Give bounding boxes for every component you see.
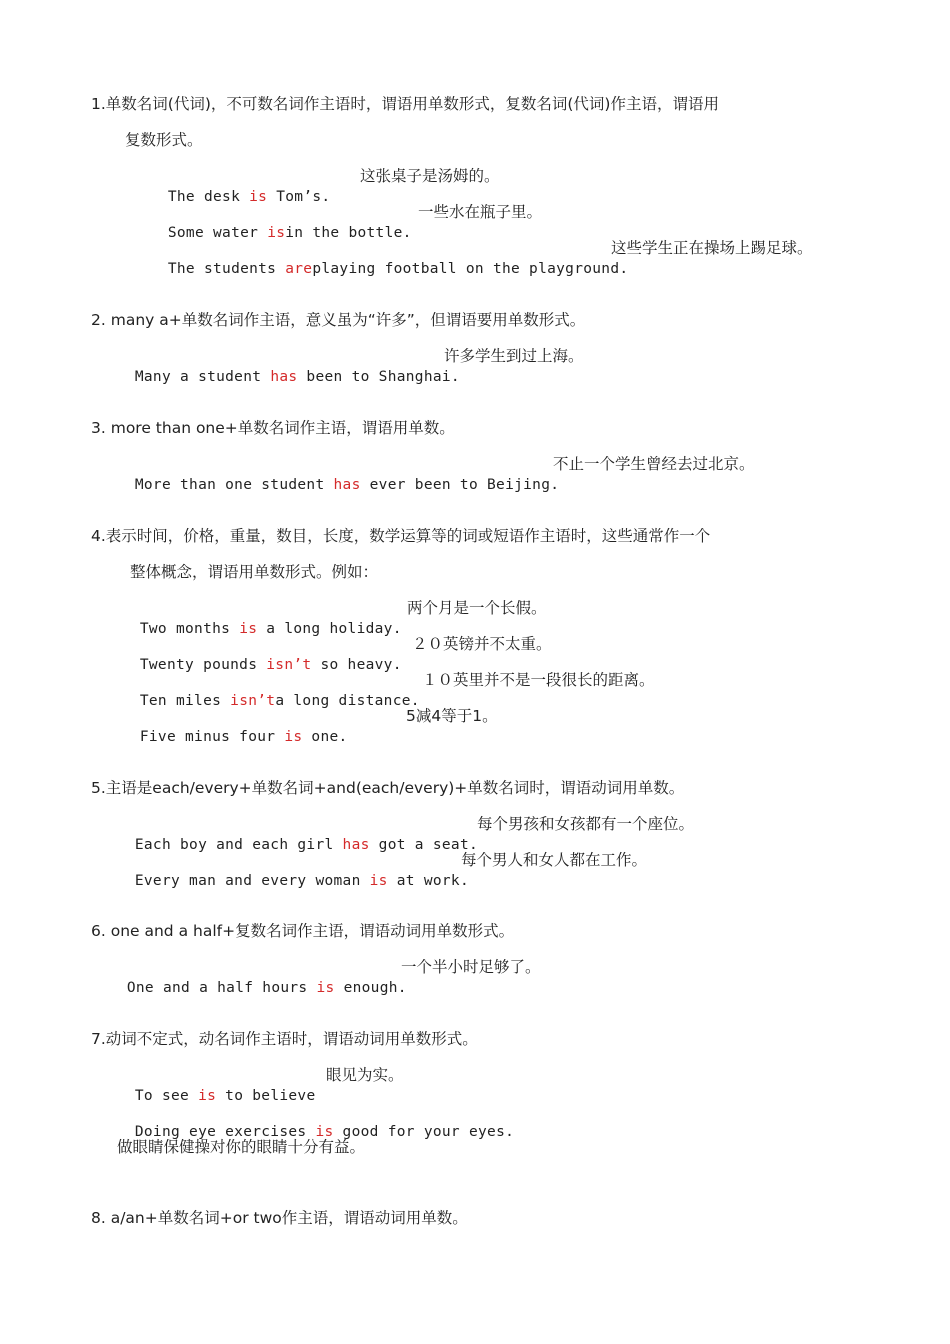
example-translation: １０英里并不是一段很长的距离。 <box>422 671 655 689</box>
example-verb: is <box>198 1088 217 1104</box>
example-post: a long distance. <box>275 693 420 709</box>
example-pre: More than one student <box>134 477 334 493</box>
example-sentence <box>125 850 469 891</box>
example-verb: are <box>285 261 313 277</box>
example-post: in the bottle. <box>285 225 412 241</box>
example-pre: Each boy and each girl <box>134 837 343 853</box>
example-verb: is <box>369 873 388 889</box>
section-7-heading: 7.动词不定式，动名词作主语时，谓语动词用单数形式。 <box>91 1030 478 1048</box>
example-verb: is <box>315 1124 334 1140</box>
example-sentence <box>130 706 348 747</box>
example-sentence <box>158 238 628 279</box>
example-post: enough. <box>334 980 407 996</box>
example-sentence <box>125 346 460 387</box>
example-verb: isn’t <box>266 657 312 673</box>
section-1-heading-cont: 复数形式。 <box>125 131 203 149</box>
example-pre: Five minus four <box>139 729 285 745</box>
example-translation: 两个月是一个长假。 <box>407 599 547 617</box>
section-4-heading-cont: 整体概念，谓语用单数形式。例如： <box>130 563 379 581</box>
section-2-heading: 2. many a+单数名词作主语，意义虽为“许多”，但谓语要用单数形式。 <box>91 311 586 329</box>
section-5-heading: 5.主语是each/every+单数名词+and(each/every)+单数名词时，谓语动词用单数。 <box>91 779 685 797</box>
example-sentence <box>125 1065 315 1106</box>
example-sentence <box>158 202 412 243</box>
example-sentence <box>130 670 420 711</box>
example-translation: 这张桌子是汤姆的。 <box>360 167 500 185</box>
example-sentence <box>117 957 407 998</box>
example-translation: 一些水在瓶子里。 <box>418 203 543 221</box>
example-post: at work. <box>387 873 469 889</box>
example-verb: isn’t <box>230 693 276 709</box>
example-verb: is <box>267 225 286 241</box>
example-post: been to Shanghai. <box>297 369 460 385</box>
example-sentence <box>158 166 330 207</box>
example-pre: Many a student <box>134 369 271 385</box>
example-translation: 每个男人和女人都在工作。 <box>461 851 648 869</box>
example-sentence <box>125 454 559 495</box>
example-post: got a seat. <box>369 837 478 853</box>
example-translation: 这些学生正在操场上踢足球。 <box>611 239 813 257</box>
example-post: to believe <box>216 1088 316 1104</box>
example-pre: To see <box>134 1088 199 1104</box>
example-post: playing football on the playground. <box>312 261 629 277</box>
example-pre: Some water <box>167 225 268 241</box>
example-verb: is <box>284 729 303 745</box>
example-pre: Every man and every woman <box>134 873 370 889</box>
example-verb: is <box>316 980 335 996</box>
example-translation: 眼见为实。 <box>326 1066 404 1084</box>
example-post: Tom’s. <box>267 189 331 205</box>
example-translation: 不止一个学生曾经去过北京。 <box>553 455 755 473</box>
example-verb: is <box>239 621 258 637</box>
section-8-heading: 8. a/an+单数名词+or two作主语，谓语动词用单数。 <box>91 1209 468 1227</box>
example-sentence <box>125 814 478 855</box>
example-sentence <box>130 634 402 675</box>
section-3-heading: 3. more than one+单数名词作主语，谓语用单数。 <box>91 419 455 437</box>
example-post: a long holiday. <box>257 621 402 637</box>
example-post: so heavy. <box>311 657 402 673</box>
example-pre: The desk <box>167 189 250 205</box>
example-sentence <box>125 1101 514 1142</box>
example-post: ever been to Beijing. <box>360 477 560 493</box>
example-pre: Twenty pounds <box>139 657 267 673</box>
section-4-heading: 4.表示时间，价格，重量，数目，长度，数学运算等的词或短语作主语时，这些通常作一个 <box>91 527 711 545</box>
example-verb: has <box>342 837 370 853</box>
example-verb: is <box>249 189 268 205</box>
example-translation: 许多学生到过上海。 <box>444 347 584 365</box>
example-translation: 5减4等于1。 <box>406 707 498 725</box>
example-verb: has <box>333 477 361 493</box>
example-translation: 一个半小时足够了。 <box>401 958 541 976</box>
example-post: one. <box>302 729 348 745</box>
example-translation: 每个男孩和女孩都有一个座位。 <box>477 815 695 833</box>
example-pre: Ten miles <box>139 693 231 709</box>
example-translation: ２０英镑并不太重。 <box>412 635 552 653</box>
section-6-heading: 6. one and a half+复数名词作主语，谓语动词用单数形式。 <box>91 922 515 940</box>
example-pre: Two months <box>139 621 240 637</box>
example-verb: has <box>270 369 298 385</box>
example-translation: 做眼睛保健操对你的眼睛十分有益。 <box>117 1138 366 1156</box>
example-pre: One and a half hours <box>126 980 317 996</box>
section-1-heading: 1.单数名词(代词)，不可数名词作主语时，谓语用单数形式，复数名词(代词)作主语，谓语用 <box>91 95 719 113</box>
example-post: good for your eyes. <box>333 1124 515 1140</box>
example-pre: Doing eye exercises <box>134 1124 316 1140</box>
example-sentence <box>130 598 402 639</box>
example-pre: The students <box>167 261 286 277</box>
